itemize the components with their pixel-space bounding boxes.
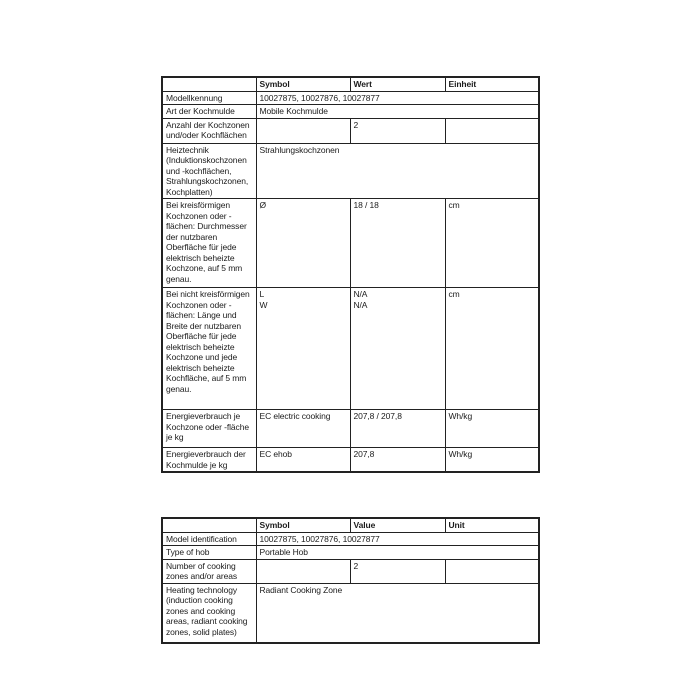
de-ec-per-zone-symbol: EC electric cooking <box>256 410 350 448</box>
de-header-einheit: Einheit <box>445 77 539 91</box>
de-circular-zones-symbol: Ø <box>256 199 350 288</box>
de-zones-count-symbol <box>256 118 350 143</box>
de-non-circular-label: Bei nicht kreisförmigen Kochzonen oder - flächen: Länge und Breite der nutzbaren Oberfläche für jede elektrisch beheizte Kochzone und jede elektrisch beheizte Kochfläche, auf 5 mm genau. <box>162 288 256 410</box>
en-header-unit: Unit <box>445 518 539 532</box>
de-ec-hob-label: Energieverbrauch der Kochmulde je kg <box>162 448 256 473</box>
en-row-hob-type <box>162 546 539 560</box>
de-row-circular-zones <box>162 199 539 288</box>
de-non-circular-symbol-l: L <box>259 289 265 299</box>
en-row-zones-count <box>162 559 539 583</box>
en-heating-tech-value: Radiant Cooking Zone <box>256 583 539 643</box>
de-non-circular-symbol-w: W <box>259 299 268 310</box>
de-row-non-circular-zones <box>162 288 539 410</box>
en-zones-count-unit <box>445 559 539 583</box>
de-row-model-id <box>162 91 539 105</box>
de-ec-hob-unit: Wh/kg <box>445 448 539 473</box>
en-model-id-value: 10027875, 10027876, 10027877 <box>256 532 539 546</box>
de-row-zones-count <box>162 118 539 143</box>
en-hob-type-value: Portable Hob <box>256 546 539 560</box>
de-non-circular-unit: cm <box>445 288 539 410</box>
de-row-hob-type <box>162 105 539 119</box>
en-header-value: Value <box>350 518 445 532</box>
de-header-symbol: Symbol <box>256 77 350 91</box>
en-zones-count-value: 2 <box>350 559 445 583</box>
de-circular-zones-unit: cm <box>445 199 539 288</box>
en-row-model-id <box>162 532 539 546</box>
de-ec-per-zone-label: Energieverbrauch je Kochzone oder -fläche je kg <box>162 410 256 448</box>
de-row-ec-hob <box>162 448 539 473</box>
de-model-id-label: Modellkennung <box>162 91 256 105</box>
english-spec-table <box>161 517 540 644</box>
de-circular-zones-value: 18 / 18 <box>350 199 445 288</box>
en-zones-count-symbol <box>256 559 350 583</box>
de-zones-count-value: 2 <box>350 118 445 143</box>
de-heating-tech-label: Heiztechnik (Induktionskochzonen und -kochflächen, Strahlungskochzonen, Kochplatten) <box>162 143 256 199</box>
de-ec-hob-symbol: EC ehob <box>256 448 350 473</box>
de-heating-tech-value: Strahlungskochzonen <box>256 143 539 199</box>
de-zones-count-label: Anzahl der Kochzonen und/oder Kochflächen <box>162 118 256 143</box>
de-ec-hob-value: 207,8 <box>350 448 445 473</box>
de-non-circular-value <box>350 288 445 410</box>
en-zones-count-label: Number of cooking zones and/or areas <box>162 559 256 583</box>
de-circular-zones-label: Bei kreisförmigen Kochzonen oder - flächen: Durchmesser der nutzbaren Oberfläche für jede elektrisch beheizte Kochzone, auf 5 mm genau. <box>162 199 256 288</box>
de-hob-type-label: Art der Kochmulde <box>162 105 256 119</box>
en-model-id-label: Model identification <box>162 532 256 546</box>
de-row-heating-tech <box>162 143 539 199</box>
de-model-id-value: 10027875, 10027876, 10027877 <box>256 91 539 105</box>
en-heating-tech-label: Heating technology (induction cooking zones and cooking areas, radiant cooking zones, solid plates) <box>162 583 256 643</box>
de-non-circular-symbol <box>256 288 350 410</box>
de-header-empty <box>162 77 256 91</box>
en-row-heating-tech <box>162 583 539 643</box>
german-spec-table <box>161 76 540 473</box>
de-hob-type-value: Mobile Kochmulde <box>256 105 539 119</box>
de-non-circular-value-w: N/A <box>353 299 368 310</box>
de-header-row <box>162 77 539 91</box>
de-ec-per-zone-unit: Wh/kg <box>445 410 539 448</box>
en-header-empty <box>162 518 256 532</box>
de-header-wert: Wert <box>350 77 445 91</box>
en-header-row <box>162 518 539 532</box>
de-zones-count-unit <box>445 118 539 143</box>
de-non-circular-value-l: N/A <box>353 289 368 299</box>
en-hob-type-label: Type of hob <box>162 546 256 560</box>
de-ec-per-zone-value: 207,8 / 207,8 <box>350 410 445 448</box>
de-row-ec-per-zone <box>162 410 539 448</box>
en-header-symbol: Symbol <box>256 518 350 532</box>
